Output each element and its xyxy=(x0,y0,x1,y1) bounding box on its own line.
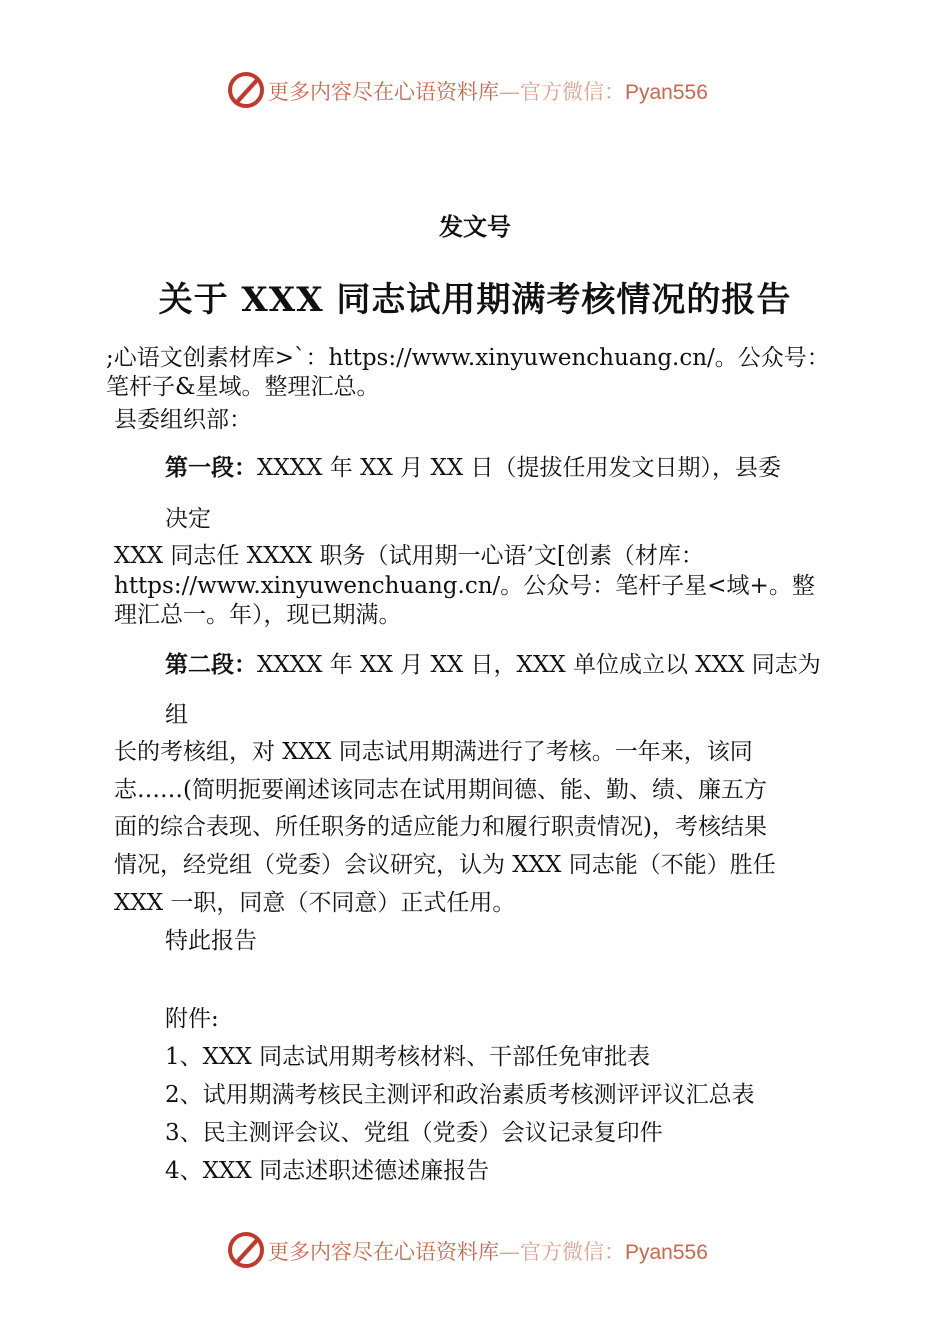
closing: 特此报告 xyxy=(165,928,257,954)
watermark-wechat-id: Pyan556 xyxy=(625,1241,708,1264)
para2-line7: XXX 一职，同意（不同意）正式任用。 xyxy=(114,890,516,916)
source-line-2: 笔杆子&星域。整理汇总。 xyxy=(106,374,380,400)
watermark-part2: —官方微信： xyxy=(499,80,625,104)
attachment-item: 4、XXX 同志述职述德述廉报告 xyxy=(165,1158,490,1184)
para2-line5: 面的综合表现、所任职务的适应能力和履行职责情况)，考核结果 xyxy=(114,814,767,840)
pen-logo-icon xyxy=(226,1230,266,1270)
attachment-item: 3、民主测评会议、党组（党委）会议记录复印件 xyxy=(165,1120,663,1146)
doc-title: 关于 XXX 同志试用期满考核情况的报告 xyxy=(158,280,792,320)
para1-line1 xyxy=(165,453,781,483)
para1-text: XXXX 年 XX 月 XX 日（提拔任用发文日期），县委 xyxy=(257,455,782,481)
para1-line2: 决定 xyxy=(165,506,211,532)
para1-label: 第一段： xyxy=(165,455,257,481)
para2-line4: 志……(简明扼要阐述该同志在试用期间德、能、勤、绩、廉五方 xyxy=(114,777,767,803)
watermark-part2: —官方微信： xyxy=(499,1240,625,1264)
doc-number: 发文号 xyxy=(439,213,511,241)
attachments-label: 附件: xyxy=(165,1006,219,1032)
watermark-text xyxy=(268,1236,708,1266)
watermark-banner-top xyxy=(0,68,950,118)
para1-line5: 理汇总一。年），现已期满。 xyxy=(114,602,402,628)
watermark-banner-bottom xyxy=(0,1228,950,1278)
para2-line6: 情况，经党组（党委）会议研究，认为 XXX 同志能（不能）胜任 xyxy=(114,852,776,878)
pen-logo-icon xyxy=(226,70,266,110)
para1-line4: https://www.xinyuwenchuang.cn/。公众号：笔杆子星<域+。整 xyxy=(114,573,815,599)
recipient: 县委组织部： xyxy=(114,407,252,433)
para2-label: 第二段： xyxy=(165,652,257,678)
watermark-text xyxy=(268,76,708,106)
attachment-item: 1、XXX 同志试用期考核材料、干部任免审批表 xyxy=(165,1044,651,1070)
attachment-item: 2、试用期满考核民主测评和政治素质考核测评评议汇总表 xyxy=(165,1082,755,1108)
para2-line3: 长的考核组，对 XXX 同志试用期满进行了考核。一年来，该同 xyxy=(114,739,753,765)
para1-line3: XXX 同志任 XXXX 职务（试用期一心语’文[创素（材库： xyxy=(114,543,704,569)
para2-line2: 组 xyxy=(165,702,188,728)
para2-text: XXXX 年 XX 月 XX 日，XXX 单位成立以 XXX 同志为 xyxy=(257,652,821,678)
para2-line1 xyxy=(165,650,821,680)
watermark-part1: 更多内容尽在心语资料库 xyxy=(268,80,499,104)
watermark-wechat-id: Pyan556 xyxy=(625,81,708,104)
watermark-part1: 更多内容尽在心语资料库 xyxy=(268,1240,499,1264)
source-line-1: ;心语文创素材库>`：https://www.xinyuwenchuang.cn/。公众号： xyxy=(106,345,830,371)
